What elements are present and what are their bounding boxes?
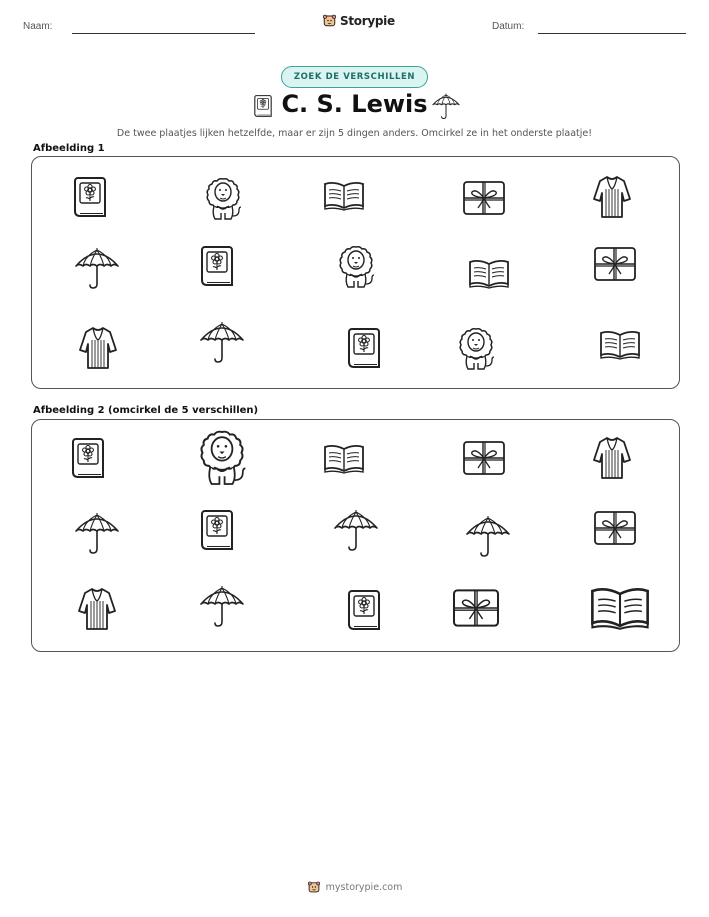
gift-icon — [461, 178, 507, 218]
name-label: Naam: — [23, 21, 53, 32]
gift-icon — [592, 244, 638, 284]
date-line[interactable] — [538, 33, 686, 34]
book-icon[interactable] — [344, 588, 384, 632]
footer-link[interactable]: mystorypie.com — [325, 881, 403, 893]
lion-icon[interactable] — [196, 428, 248, 488]
open-book-icon — [598, 327, 642, 361]
name-line[interactable] — [72, 33, 255, 34]
picture1-label: Afbeelding 1 — [33, 143, 105, 154]
robe-icon[interactable] — [77, 586, 117, 632]
brand-name: Storypie — [340, 13, 395, 28]
umbrella-icon — [73, 244, 121, 292]
brand-logo — [322, 13, 395, 28]
open-book-icon — [467, 256, 511, 290]
activity-badge: ZOEK DE VERSCHILLEN — [281, 66, 428, 88]
date-label: Datum: — [492, 21, 525, 32]
book-icon[interactable] — [197, 508, 237, 552]
gift-icon[interactable] — [461, 438, 507, 478]
umbrella-icon — [198, 318, 246, 366]
lion-icon — [203, 176, 243, 222]
lion-icon — [336, 244, 376, 290]
gift-icon[interactable] — [592, 508, 638, 548]
umbrella-icon[interactable] — [73, 509, 121, 557]
gift-icon[interactable] — [450, 586, 502, 630]
robe-icon[interactable] — [592, 435, 632, 481]
umbrella-icon[interactable] — [464, 512, 512, 560]
book-icon — [70, 175, 110, 219]
footer — [0, 880, 709, 894]
title-umbrella-icon — [429, 91, 463, 121]
lion-icon — [456, 326, 496, 372]
page-title: C. S. Lewis — [281, 90, 428, 118]
umbrella-icon[interactable] — [332, 506, 380, 554]
storypie-logo-icon — [322, 13, 337, 28]
instructions: De twee plaatjes lijken hetzelfde, maar er zijn 5 dingen anders. Omcirkel ze in het onderste plaatje! — [116, 128, 593, 139]
book-icon — [197, 244, 237, 288]
robe-icon — [592, 174, 632, 220]
book-icon — [344, 326, 384, 370]
picture2-label: Afbeelding 2 (omcirkel de 5 verschillen) — [33, 405, 259, 416]
umbrella-icon[interactable] — [198, 582, 246, 630]
robe-icon — [78, 325, 118, 371]
open-book-icon — [322, 178, 366, 212]
open-book-icon[interactable] — [322, 441, 366, 475]
storypie-footer-icon — [307, 880, 321, 894]
book-icon[interactable] — [68, 436, 108, 480]
open-book-icon[interactable] — [588, 582, 652, 632]
